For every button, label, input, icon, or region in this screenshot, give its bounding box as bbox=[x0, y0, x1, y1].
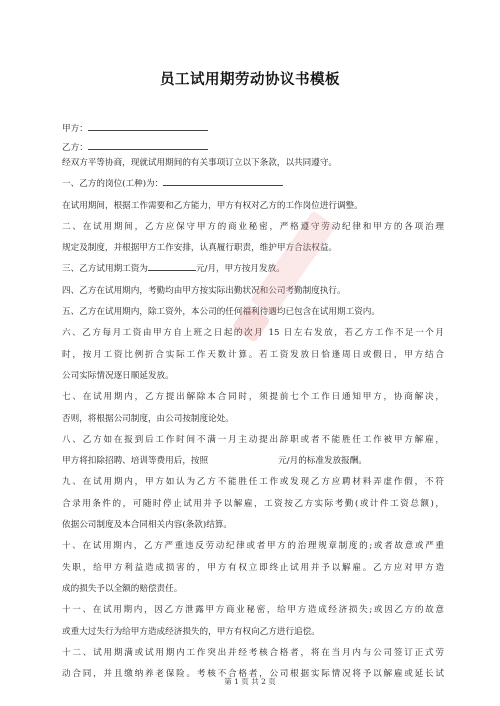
clause-11-line-1: 十一、在试用期内，因乙方泄露甲方商业秘密，给甲方造成经济损失;或因乙方的故意 bbox=[62, 605, 444, 616]
party-a-blank bbox=[88, 121, 208, 131]
clause-8-line-2 bbox=[62, 451, 444, 472]
clause-6-line-1: 六、乙方每月工资由甲方自上班之日起的次月 15 日左右发放，若乙方工作不足一个月 bbox=[62, 328, 444, 339]
agreement-body bbox=[62, 153, 444, 685]
intro-paragraph: 经双方平等协商，现就试用期间的有关事项订立以下条款，以共同遵守。 bbox=[62, 158, 338, 168]
party-b-label: 乙方： bbox=[62, 143, 88, 153]
document-title: 员工试用期劳动协议书模板 bbox=[160, 72, 340, 88]
clause-9-line-1: 九、在试用期内，甲方如认为乙方不能胜任工作或发现乙方应聘材料弄虚作假，不符 bbox=[62, 477, 444, 488]
pay-blank bbox=[208, 454, 278, 463]
clause-6-line-2: 时，按月工资比例折合实际工作天数计算。若工资发放日恰逢周日或假日，甲方结合 bbox=[62, 349, 444, 360]
clause-1 bbox=[62, 174, 444, 195]
clause-2-line-1: 二、在试用期间，乙方应保守甲方的商业秘密，严格遵守劳动纪律和甲方的各项治理 bbox=[62, 221, 444, 232]
party-a-line bbox=[62, 121, 208, 135]
party-b-blank bbox=[88, 140, 208, 150]
clause-9-line-2: 合录用条件的，可随时停止试用并予以解雇，工资按乙方实际考勤(或计件工资总额)， bbox=[62, 498, 444, 509]
clause-6-line-3: 公司实际情况逐日顺延发放。 bbox=[62, 370, 174, 381]
position-blank bbox=[163, 176, 283, 186]
clause-2-line-2: 规定及制度，并根据甲方工作安排，认真履行职责，维护甲方合法权益。 bbox=[62, 243, 338, 254]
clause-7-line-1: 七、在试用期内，乙方提出解除本合同时，须提前七个工作日通知甲方，协商解决， bbox=[62, 392, 444, 403]
salary-blank bbox=[148, 261, 196, 271]
clause-3 bbox=[62, 259, 444, 280]
clause-10-line-1: 十、在试用期内，乙方严重违反劳动纪律或者甲方的治理规章制度的;或者故意或严重 bbox=[62, 541, 444, 552]
clause-12-line-2: 动合同，并且缴纳养老保险。考核不合格者，公司根据实际情况将予以解雇或延长试 bbox=[62, 669, 444, 680]
clause-1-detail: 在试用期间，根据工作需要和乙方能力，甲方有权对乙方的工作岗位进行调整。 bbox=[62, 200, 363, 211]
clause-10-line-3: 成的损失予以全额的赔偿责任。 bbox=[62, 583, 183, 594]
clause-3-unit: 元/月，甲方按月发放。 bbox=[195, 264, 285, 275]
party-a-label: 甲方： bbox=[62, 124, 88, 134]
clause-12-line-1: 十二、试用期满或试用期内工作突出并经考核合格者，将在当月内与公司签订正式劳 bbox=[62, 647, 444, 658]
clause-8-text: 甲方将扣除招聘、培训等费用后，按照 bbox=[62, 456, 209, 467]
clause-10-line-2: 失职，给甲方利益造成损害的，甲方有权立即终止试用并予以解雇。乙方应对甲方造 bbox=[62, 562, 444, 573]
clause-11-line-2: 或重大过失行为给甲方造成经济损失的，甲方有权向乙方进行追偿。 bbox=[62, 626, 320, 637]
clause-5: 五、乙方在试用期内，除工资外，本公司的任何福利待遇均已包含在试用期工资内。 bbox=[62, 307, 380, 318]
clause-8-line-1: 八、乙方如在报到后工作时间不满一月主动提出辞职或者不能胜任工作被甲方解雇， bbox=[62, 434, 444, 445]
clause-9-line-3: 依据公司制度及本合同相关内容(条款)结算。 bbox=[62, 520, 232, 531]
page-footer: 第 1 页 共 2 页 bbox=[224, 677, 276, 686]
clause-8-unit: 元/月的标准发放报酬。 bbox=[278, 456, 367, 467]
party-b-line bbox=[62, 140, 208, 154]
clause-4: 四、乙方在试用期内，考勤均由甲方按实际出勤状况和公司考勤制度执行。 bbox=[62, 285, 346, 296]
clause-3-text: 三、乙方试用期工资为 bbox=[62, 264, 148, 275]
clause-7-line-2: 否则，将根据公司制度，由公司按制度论处。 bbox=[62, 413, 234, 424]
clause-1-text: 一、乙方的岗位(工种)为： bbox=[62, 179, 164, 190]
